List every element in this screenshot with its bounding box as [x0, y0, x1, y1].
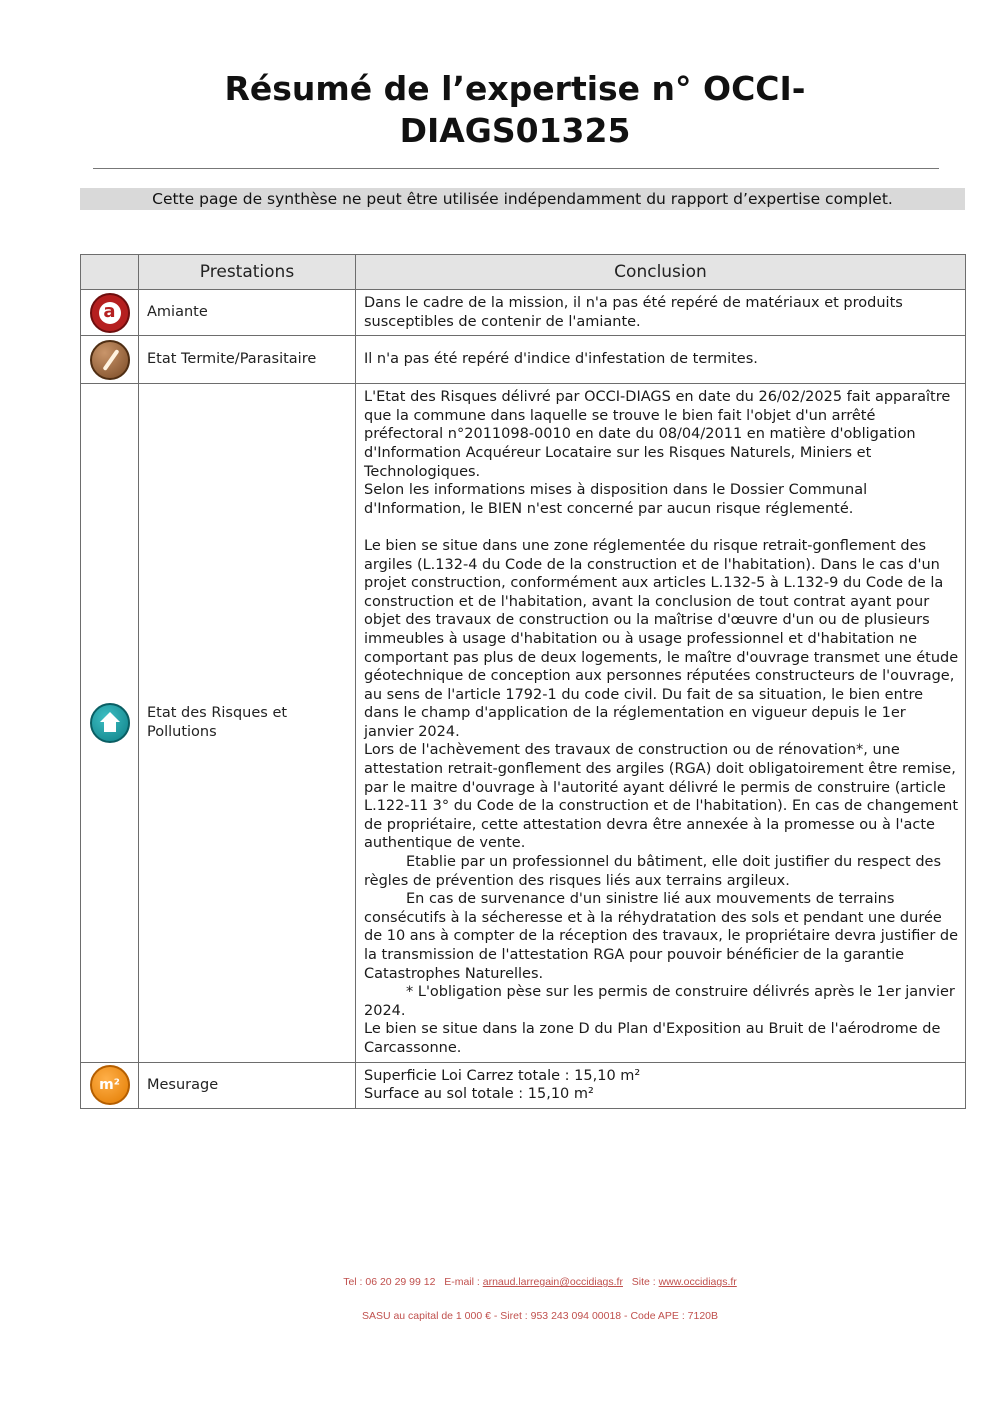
- title-line-1: Résumé de l’expertise n° OCCI-: [224, 69, 806, 108]
- risques-paragraph-4: Lors de l'achèvement des travaux de construction ou de rénovation*, une attestation retrait-gonflement des argiles (RGA) doit obligatoirement être remise, par le maitre d'ouvrage à l'autorité ayant délivré le permis de construire (article L.122-11 3° du Code de la construction et de l'habitation). En cas de changement de propriétaire, cette attestation devra être annexée à la promesse ou à l'acte authentique de vente.: [364, 742, 959, 852]
- conclusion-text: [356, 1062, 966, 1108]
- risques-paragraph-3: Le bien se situe dans une zone réglementée du risque retrait-gonflement des argiles (L.132-4 du Code de la construction et de l'habitation). Dans le cas d'un projet construction, conformément aux articles L.132-5 à L.132-9 du Code de la construction et de l'habitation, avant la conclusion de tout contrat ayant pour objet des travaux de construction ou la maîtrise d'œuvre d'un ou de plusieurs immeubles à usage d'habitation ou à usage professionnel et d'habitation ne comportant pas plus de deux logements, le maître d'ouvrage transmet une étude géotechnique de conception aux personnes réputées constructeurs de l'ouvrage, au sens de l'article 1792-1 du code civil. Du fait de sa situation, le bien entre dans le champ d'application de la réglementation en vigueur depuis le 1er janvier 2024.: [364, 537, 959, 740]
- page-title: [100, 68, 930, 152]
- table-row-mesurage: [81, 1062, 966, 1108]
- risques-paragraph-5: Etablie par un professionnel du bâtiment, elle doit justifier du respect des règles de prévention des risques liés aux terrains argileux.: [364, 854, 942, 889]
- measure-icon: m²: [90, 1065, 130, 1105]
- prestation-name: Etat des Risques et Pollutions: [139, 384, 356, 1062]
- table-header-row: [81, 255, 966, 290]
- prestation-name: Mesurage: [139, 1062, 356, 1108]
- footer-email-link[interactable]: arnaud.larregain@occidiags.fr: [482, 1276, 623, 1288]
- prestation-name: Etat Termite/Parasitaire: [139, 336, 356, 384]
- risques-paragraph-2: Selon les informations mises à disposition dans le Dossier Communal d'Information, le BIEN n'est concerné par aucun risque réglementé.: [364, 482, 868, 517]
- title-line-2: DIAGS01325: [399, 111, 631, 150]
- mesurage-line-2: Surface au sol totale : 15,10 m²: [364, 1086, 594, 1103]
- table-row-amiante: [81, 290, 966, 336]
- table-row-termite: [81, 336, 966, 384]
- footer-legal: SASU au capital de 1 000 € - Siret : 953 243 094 00018 - Code APE : 7120B: [361, 1310, 719, 1322]
- header-conclusion: Conclusion: [356, 255, 966, 290]
- house-icon: [90, 703, 130, 743]
- conclusion-text: [356, 384, 966, 1062]
- header-prestations: Prestations: [139, 255, 356, 290]
- icon-cell: [81, 384, 139, 1062]
- termite-icon: [90, 340, 130, 380]
- summary-table: [80, 254, 966, 1109]
- icon-cell: [81, 1062, 139, 1108]
- footer-site-link[interactable]: www.occidiags.fr: [658, 1276, 737, 1288]
- risques-footnote: * L'obligation pèse sur les permis de construire délivrés après le 1er janvier 2024.: [364, 984, 955, 1019]
- title-divider: [93, 168, 939, 169]
- risques-paragraph-1: L'Etat des Risques délivré par OCCI-DIAGS en date du 26/02/2025 fait apparaître que la commune dans laquelle se trouve le bien fait l'objet d'un arrêté préfectoral n°2011098-0010 en date du 08/04/2011 en matière d'obligation d'Information Acquéreur Locataire sur les Risques Naturels, Miniers et Technologiques.: [364, 389, 951, 480]
- table-row-risques: [81, 384, 966, 1062]
- prestation-name: Amiante: [139, 290, 356, 336]
- header-icon-cell: [81, 255, 139, 290]
- conclusion-text: Il n'a pas été repéré d'indice d'infestation de termites.: [356, 336, 966, 384]
- disclaimer-banner: Cette page de synthèse ne peut être utilisée indépendamment du rapport d’expertise complet.: [80, 188, 965, 210]
- risques-paragraph-8: Le bien se situe dans la zone D du Plan d'Exposition au Bruit de l'aérodrome de Carcassonne.: [364, 1021, 941, 1056]
- icon-cell: [81, 290, 139, 336]
- risques-paragraph-6: En cas de survenance d'un sinistre lié aux mouvements de terrains consécutifs à la sécheresse et à la réhydratation des sols et pendant une durée de 10 ans à compter de la réception des travaux, le propriétaire devra justifier de la transmission de l'attestation RGA pour pouvoir bénéficier de la garantie Catastrophes Naturelles.: [364, 891, 959, 982]
- mesurage-line-1: Superficie Loi Carrez totale : 15,10 m²: [364, 1067, 641, 1084]
- footer-phone: 06 20 29 99 12: [365, 1276, 436, 1288]
- conclusion-text: Dans le cadre de la mission, il n'a pas été repéré de matériaux et produits susceptibles de contenir de l'amiante.: [356, 290, 966, 336]
- amiante-icon: a: [90, 293, 130, 333]
- footer-contact: Tel : 06 20 29 99 12 E-mail : arnaud.larregain@occidiags.fr Site : www.occidiags.fr: [343, 1276, 737, 1288]
- icon-cell: [81, 336, 139, 384]
